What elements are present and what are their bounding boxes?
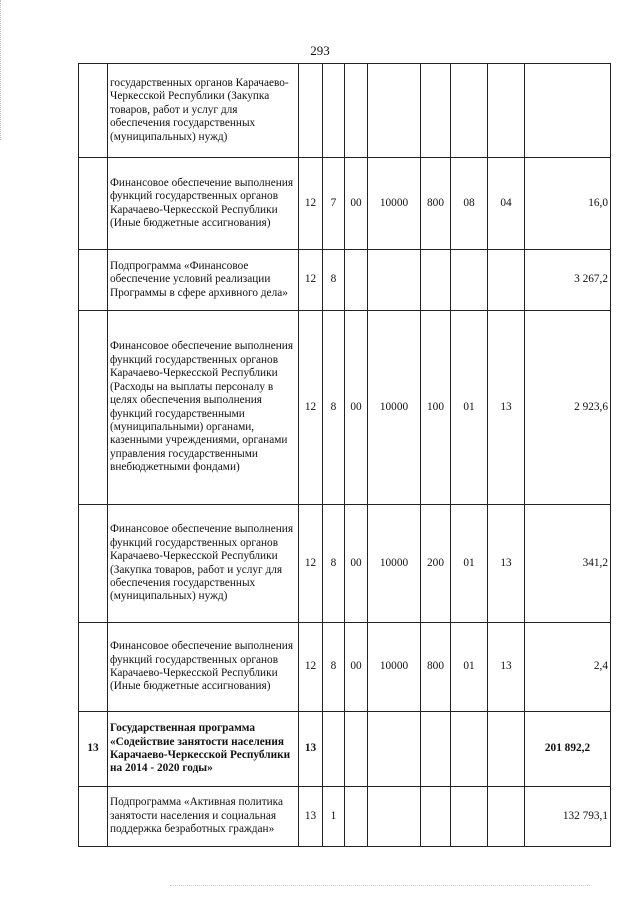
code-cell-c3: 00	[345, 505, 368, 623]
code-cell-c6	[451, 64, 488, 158]
code-cell-c1: 12	[299, 311, 323, 505]
code-cell-c5	[421, 712, 451, 787]
row-name: Финансовое обеспечение выполнения функций государственных органов Карачаево-Черкесской Республики (Закупка товаров, работ и услуг для обеспечения государственных (муниципальных) нужд)	[108, 505, 299, 623]
code-cell-c7: 04	[488, 158, 525, 250]
code-cell-c7: 13	[488, 623, 525, 712]
code-cell-c3	[345, 712, 368, 787]
code-cell-c4: 10000	[368, 623, 421, 712]
code-cell-c2: 1	[323, 787, 345, 847]
code-cell-c1: 12	[299, 250, 323, 311]
amount-cell: 201 892,2	[525, 712, 611, 787]
code-cell-c2: 8	[323, 250, 345, 311]
row-number	[79, 311, 108, 505]
code-cell-c2	[323, 64, 345, 158]
code-cell-c1: 12	[299, 505, 323, 623]
code-cell-c4	[368, 787, 421, 847]
amount-cell: 3 267,2	[525, 250, 611, 311]
row-name: Подпрограмма «Финансовое обеспечение условий реализации Программы в сфере архивного дела»	[108, 250, 299, 311]
code-cell-c6: 01	[451, 311, 488, 505]
code-cell-c1: 12	[299, 158, 323, 250]
table-row	[79, 311, 611, 505]
scan-edge-mark	[0, 0, 4, 140]
code-cell-c2	[323, 712, 345, 787]
code-cell-c1	[299, 64, 323, 158]
row-name: государственных органов Карачаево-Черкесской Республики (Закупка товаров, работ и услуг для обеспечения государственных (муниципальных) нужд)	[108, 64, 299, 158]
code-cell-c6: 08	[451, 158, 488, 250]
code-cell-c5	[421, 250, 451, 311]
row-name: Финансовое обеспечение выполнения функций государственных органов Карачаево-Черкесской Республики (Иные бюджетные ассигнования)	[108, 623, 299, 712]
code-cell-c4: 10000	[368, 311, 421, 505]
code-cell-c7: 13	[488, 505, 525, 623]
code-cell-c5: 200	[421, 505, 451, 623]
code-cell-c7	[488, 250, 525, 311]
row-name: Государственная программа «Содействие занятости населения Карачаево-Черкесской Республики на 2014 - 2020 годы»	[108, 712, 299, 787]
code-cell-c2: 8	[323, 311, 345, 505]
row-number	[79, 505, 108, 623]
code-cell-c4: 10000	[368, 505, 421, 623]
row-name: Финансовое обеспечение выполнения функций государственных органов Карачаево-Черкесской Республики (Расходы на выплаты персоналу в целях обеспечения выполнения функций государственными (муниципальными) органами, казенными учреждениями, органами управления государственными внебюджетными фондами)	[108, 311, 299, 505]
code-cell-c3: 00	[345, 158, 368, 250]
code-cell-c5: 100	[421, 311, 451, 505]
code-cell-c5: 800	[421, 623, 451, 712]
code-cell-c4: 10000	[368, 158, 421, 250]
amount-cell: 16,0	[525, 158, 611, 250]
code-cell-c3: 00	[345, 311, 368, 505]
code-cell-c7: 13	[488, 311, 525, 505]
code-cell-c4	[368, 250, 421, 311]
code-cell-c7	[488, 787, 525, 847]
row-number	[79, 158, 108, 250]
code-cell-c5	[421, 64, 451, 158]
table-row	[79, 623, 611, 712]
row-number	[79, 250, 108, 311]
code-cell-c5	[421, 787, 451, 847]
code-cell-c2: 8	[323, 505, 345, 623]
code-cell-c3	[345, 787, 368, 847]
table-body	[79, 64, 611, 847]
code-cell-c6: 01	[451, 623, 488, 712]
code-cell-c5: 800	[421, 158, 451, 250]
table-row	[79, 712, 611, 787]
code-cell-c4	[368, 712, 421, 787]
table-row	[79, 787, 611, 847]
code-cell-c2: 8	[323, 623, 345, 712]
amount-cell: 132 793,1	[525, 787, 611, 847]
amount-cell: 341,2	[525, 505, 611, 623]
table-row	[79, 158, 611, 250]
budget-table	[78, 63, 611, 847]
code-cell-c6	[451, 712, 488, 787]
amount-cell: 2 923,6	[525, 311, 611, 505]
row-name: Финансовое обеспечение выполнения функций государственных органов Карачаево-Черкесской Республики (Иные бюджетные ассигнования)	[108, 158, 299, 250]
row-number	[79, 623, 108, 712]
code-cell-c1: 13	[299, 712, 323, 787]
table-row	[79, 64, 611, 158]
code-cell-c2: 7	[323, 158, 345, 250]
row-number: 13	[79, 712, 108, 787]
table-row	[79, 250, 611, 311]
page-number: 293	[310, 43, 330, 58]
row-number	[79, 64, 108, 158]
row-number	[79, 787, 108, 847]
code-cell-c3	[345, 64, 368, 158]
code-cell-c7	[488, 64, 525, 158]
code-cell-c7	[488, 712, 525, 787]
amount-cell: 2,4	[525, 623, 611, 712]
code-cell-c3	[345, 250, 368, 311]
code-cell-c1: 12	[299, 623, 323, 712]
code-cell-c6	[451, 787, 488, 847]
code-cell-c3: 00	[345, 623, 368, 712]
code-cell-c6	[451, 250, 488, 311]
amount-cell	[525, 64, 611, 158]
scan-footer-mark	[170, 885, 590, 886]
code-cell-c4	[368, 64, 421, 158]
row-name: Подпрограмма «Активная политика занятости населения и социальная поддержка безработных граждан»	[108, 787, 299, 847]
code-cell-c1: 13	[299, 787, 323, 847]
code-cell-c6: 01	[451, 505, 488, 623]
table-row	[79, 505, 611, 623]
